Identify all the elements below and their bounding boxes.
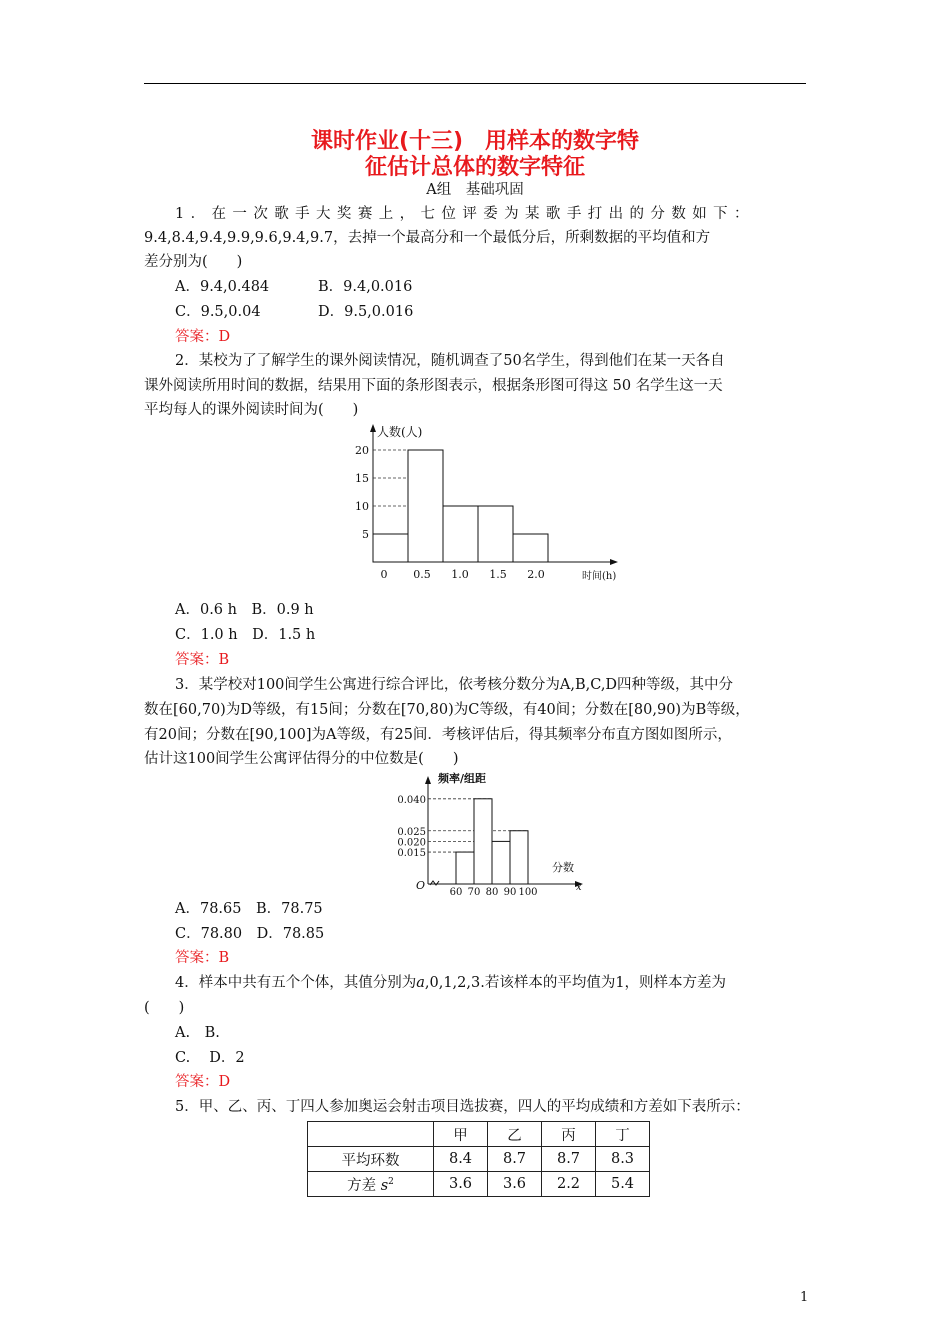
chart2-x-tick: 90 [503,887,517,896]
chart2-bar [456,852,474,884]
chart1-bar [443,506,478,562]
table-header-cell: 甲 [434,1122,488,1147]
q2-line1: 2．某校为了了解学生的课外阅读情况，随机调查了50名学生，得到他们在某一天各自 [175,353,725,369]
table-row [308,1147,650,1172]
q1-option-a: A．9.4,0.484 [175,279,270,295]
chart2-y-tick: 0.025 [397,826,426,838]
table-cell: 3.6 [488,1172,542,1197]
table-cell: 8.7 [488,1147,542,1172]
chart1-bar [373,534,408,562]
q4-options-cd: C. D．2 [175,1050,245,1066]
chart1-x-tick: 1.0 [451,568,469,581]
row2-superscript: 2 [388,1176,394,1187]
chart1-y-tick: 10 [355,500,369,513]
q4-answer: 答案：D [175,1074,231,1090]
q2-line3: 平均每人的课外阅读时间为( ) [144,402,359,418]
chart1-bar [408,450,443,562]
q4-line1 [175,974,726,992]
chart1-y-tick: 15 [355,472,369,485]
q3-line1: 3．某学校对100间学生公寓进行综合评比，依考核分数分为A,B,C,D四种等级，其中分 [175,677,734,693]
chart1-y-arrow [370,424,376,432]
q3-line2: 数在[60,70)为D等级，有15间；分数在[70,80)为C等级，有40间；分数在[80,90)为B等级， [144,702,750,718]
chart2-y-arrow [425,776,431,784]
q4-variable: a [416,975,425,991]
chart2-origin: O [416,879,426,892]
table-header-row [308,1122,650,1147]
table-header-cell [308,1122,434,1147]
chart2-y-label: 频率/组距 [438,772,487,785]
header-rule [144,83,806,84]
q1-line2: 9.4,8.4,9.4,9.9,9.6,9.4,9.7，去掉一个最高分和一个最低分后，所剩数据的平均值和方 [144,230,711,246]
q3-line4: 估计这100间学生公寓评估得分的中位数是( ) [144,751,459,767]
q1-option-c: C．9.5,0.04 [175,304,261,320]
chart1-x-tick: 0.5 [413,568,431,581]
q2-options-ab: A．0.6 h B．0.9 h [175,602,314,618]
chart1-x-arrow [610,559,618,565]
table-cell: 8.4 [434,1147,488,1172]
q1-answer: 答案：D [175,329,231,345]
q4-line1-post: ,0,1,2,3.若该样本的平均值为1，则样本方差为 [424,975,727,991]
chart1-bar [478,506,513,562]
chart2-bar [474,799,492,884]
section-heading: A组 基础巩固 [426,182,524,198]
q4-line1-pre: 4．样本中共有五个个体，其值分别为 [175,975,417,991]
q5-line1: 5．甲、乙、丙、丁四人参加奥运会射击项目选拔赛，四人的平均成绩和方差如下表所示： [175,1099,750,1115]
chart2-y-tick: 0.040 [397,794,426,806]
row2-variable: s [380,1177,389,1194]
table-cell: 8.3 [596,1147,650,1172]
chart2-bar [510,831,528,884]
q3-options-cd: C．78.80 D．78.85 [175,926,325,942]
chart1-bar [513,534,548,562]
table-cell: 5.4 [596,1172,650,1197]
chart2-y-tick: 0.015 [397,848,426,860]
page-number: 1 [800,1290,809,1305]
chart2-y-tick: 0.020 [397,837,426,849]
q2-line2: 课外阅读所用时间的数据，结果用下面的条形图表示，根据条形图可得这 50 名学生这一天 [144,378,723,394]
q1-option-d: D．9.5,0.016 [318,304,414,320]
q1-line1: 1．在一次歌手大奖赛上，七位评委为某歌手打出的分数如下： [175,206,755,222]
page-title-line1: 课时作业(十三) 用样本的数字特 [310,129,640,154]
q3-answer: 答案：B [175,950,230,966]
table-row-label [308,1172,434,1197]
table-cell: 8.7 [542,1147,596,1172]
table-cell: 2.2 [542,1172,596,1197]
table-header-cell: 丙 [542,1122,596,1147]
chart1-y-tick: 20 [355,444,369,457]
chart1-y-label: 人数(人) [377,425,423,439]
chart2-x-label: 分数 [552,861,574,874]
q3-options-ab: A．78.65 B．78.75 [175,901,323,917]
chart1-x-tick: 0 [380,568,388,581]
table-row-label: 平均环数 [308,1147,434,1172]
q4-line2: ( ) [144,1000,185,1016]
chart2-x-tick: 60 [449,887,463,896]
q1-option-b: B．9.4,0.016 [318,279,413,295]
q3-line3: 有20间；分数在[90,100]为A等级，有25间．考核评估后，得其频率分布直方图如图所示， [144,727,732,743]
row2-label-text: 方差 [347,1177,377,1194]
chart2-x-tick: 100 [518,887,538,896]
chart1-x-tick: 1.5 [489,568,507,581]
table-header-cell: 丁 [596,1122,650,1147]
chart1-x-label: 时间(h) [582,571,617,582]
q2-options-cd: C．1.0 h D．1.5 h [175,627,316,643]
q1-line3: 差分别为( ) [144,254,243,270]
q4-options-ab: A. B. [175,1025,220,1041]
q2-answer: 答案：B [175,652,230,668]
page-title-line2: 征估计总体的数字特征 [364,155,585,180]
chart2-x-tick: 70 [467,887,481,896]
chart2-x-var: x [576,882,582,893]
chart1-y-tick: 5 [362,528,369,541]
chart2-bar [492,841,510,884]
shooting-stats-table [307,1121,650,1197]
table-header-cell: 乙 [488,1122,542,1147]
chart1-x-tick: 2.0 [527,568,545,581]
reading-time-bar-chart [350,420,640,590]
chart2-x-tick: 80 [485,887,499,896]
table-cell: 3.6 [434,1172,488,1197]
table-row [308,1172,650,1197]
score-histogram [390,768,600,896]
